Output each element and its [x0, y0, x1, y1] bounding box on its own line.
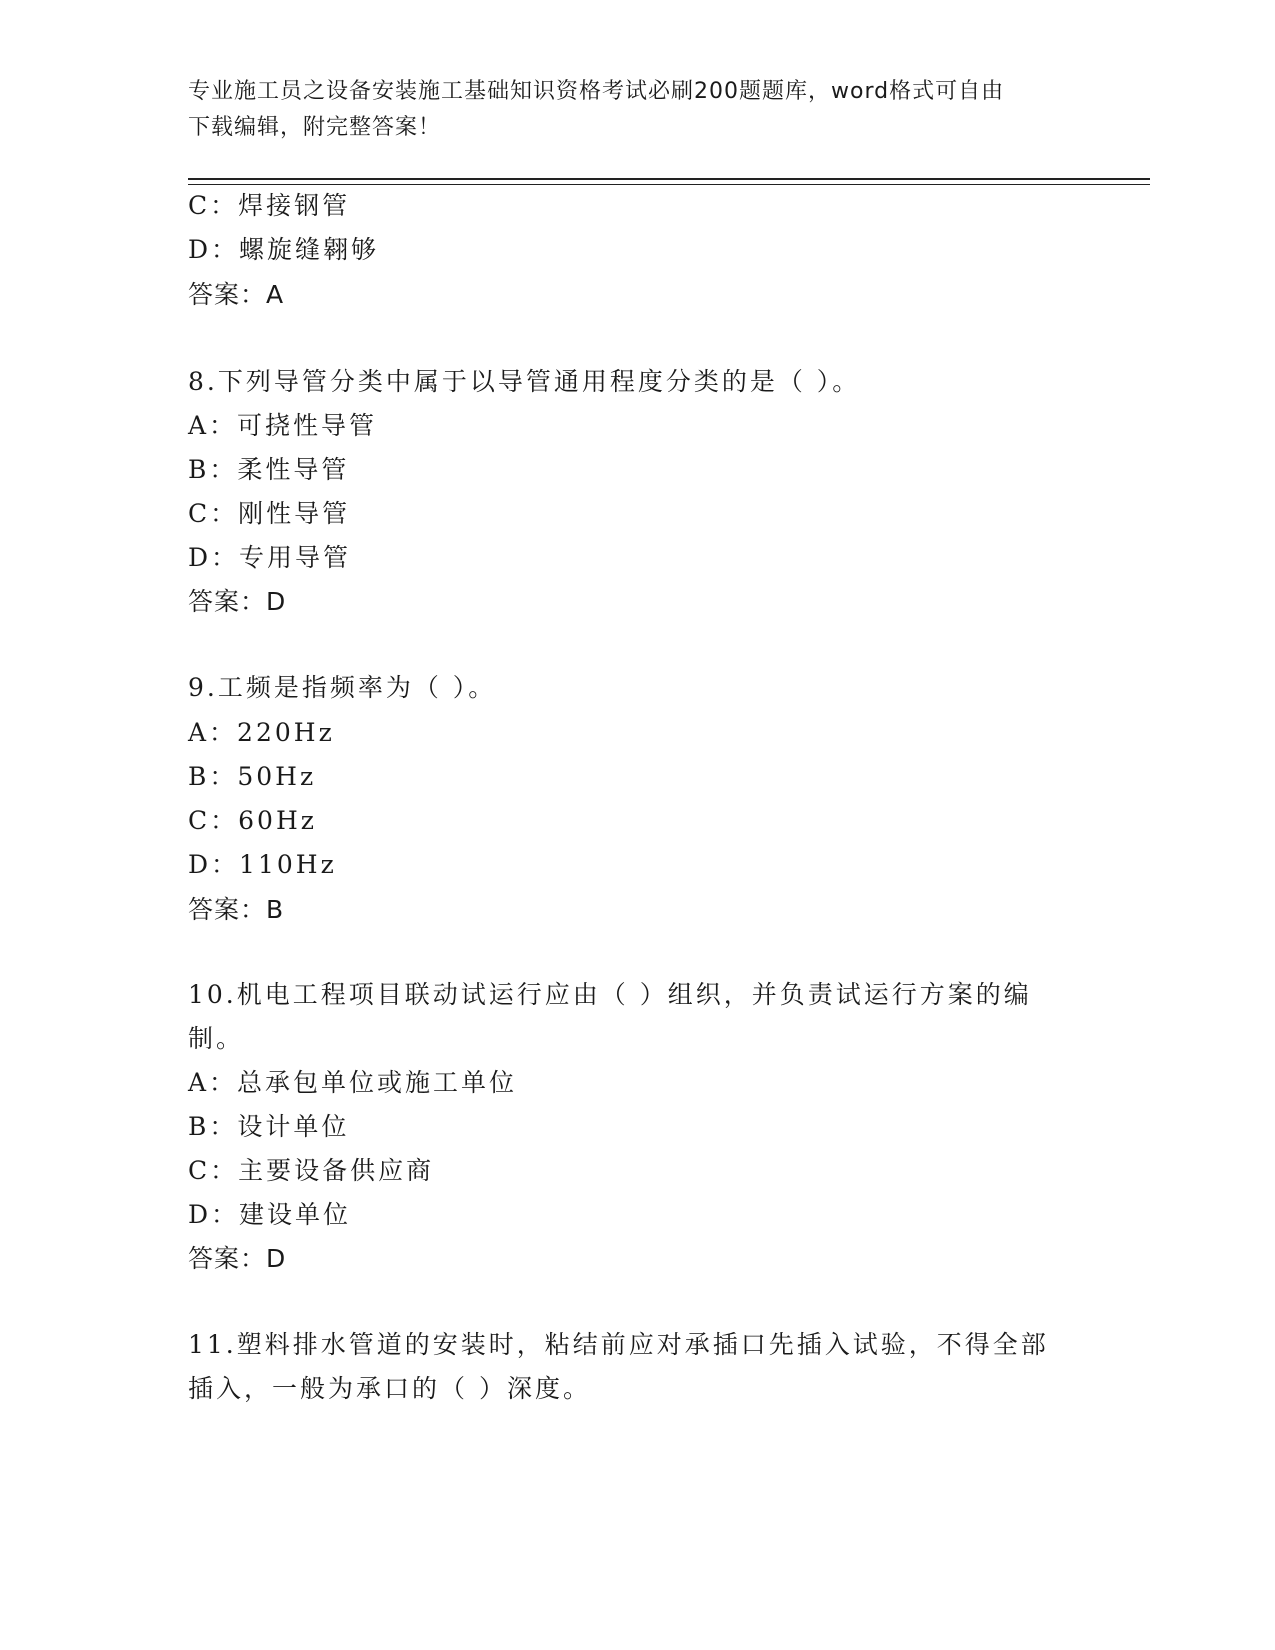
q8-option-d: D：专用导管: [188, 543, 352, 572]
header-line-2: 下载编辑，附完整答案！: [188, 115, 442, 140]
q9-option-c: C：60Hz: [188, 806, 317, 835]
q8-option-b: B：柔性导管: [188, 455, 350, 484]
q10-option-d: D：建设单位: [188, 1200, 352, 1229]
q10-stem-line-1: 10.机电工程项目联动试运行应由（ ）组织，并负责试运行方案的编: [188, 980, 1032, 1009]
q8-option-c: C：刚性导管: [188, 499, 351, 528]
header-line-1: 专业施工员之设备安装施工基础知识资格考试必刷200题题库，word格式可自由: [188, 79, 1005, 104]
q7-option-d: D：螺旋缝翱够: [188, 235, 380, 264]
q9-stem: 9.工频是指频率为（ ）。: [188, 673, 497, 702]
header-divider-thin: [188, 184, 1150, 185]
q11-stem-line-1: 11.塑料排水管道的安装时，粘结前应对承插口先插入试验，不得全部: [188, 1330, 1049, 1359]
q9-option-d: D：110Hz: [188, 850, 337, 879]
q8-answer: 答案：D: [188, 587, 287, 616]
header-divider-thick: [188, 178, 1150, 180]
q10-option-c: C：主要设备供应商: [188, 1156, 435, 1185]
q8-stem: 8.下列导管分类中属于以导管通用程度分类的是（ ）。: [188, 367, 861, 396]
q7-answer: 答案：A: [188, 280, 285, 309]
q10-answer: 答案：D: [188, 1244, 287, 1273]
q11-stem-line-2: 插入，一般为承口的（ ）深度。: [188, 1374, 591, 1403]
q9-answer: 答案：B: [188, 895, 285, 924]
q10-stem-line-2: 制。: [188, 1024, 245, 1053]
q10-option-b: B：设计单位: [188, 1112, 350, 1141]
q9-option-a: A：220Hz: [188, 718, 335, 747]
q9-option-b: B：50Hz: [188, 762, 317, 791]
q8-option-a: A：可挠性导管: [188, 411, 378, 440]
document-header: [188, 74, 1088, 146]
q7-option-c: C：焊接钢管: [188, 191, 351, 220]
q10-option-a: A：总承包单位或施工单位: [188, 1068, 518, 1097]
